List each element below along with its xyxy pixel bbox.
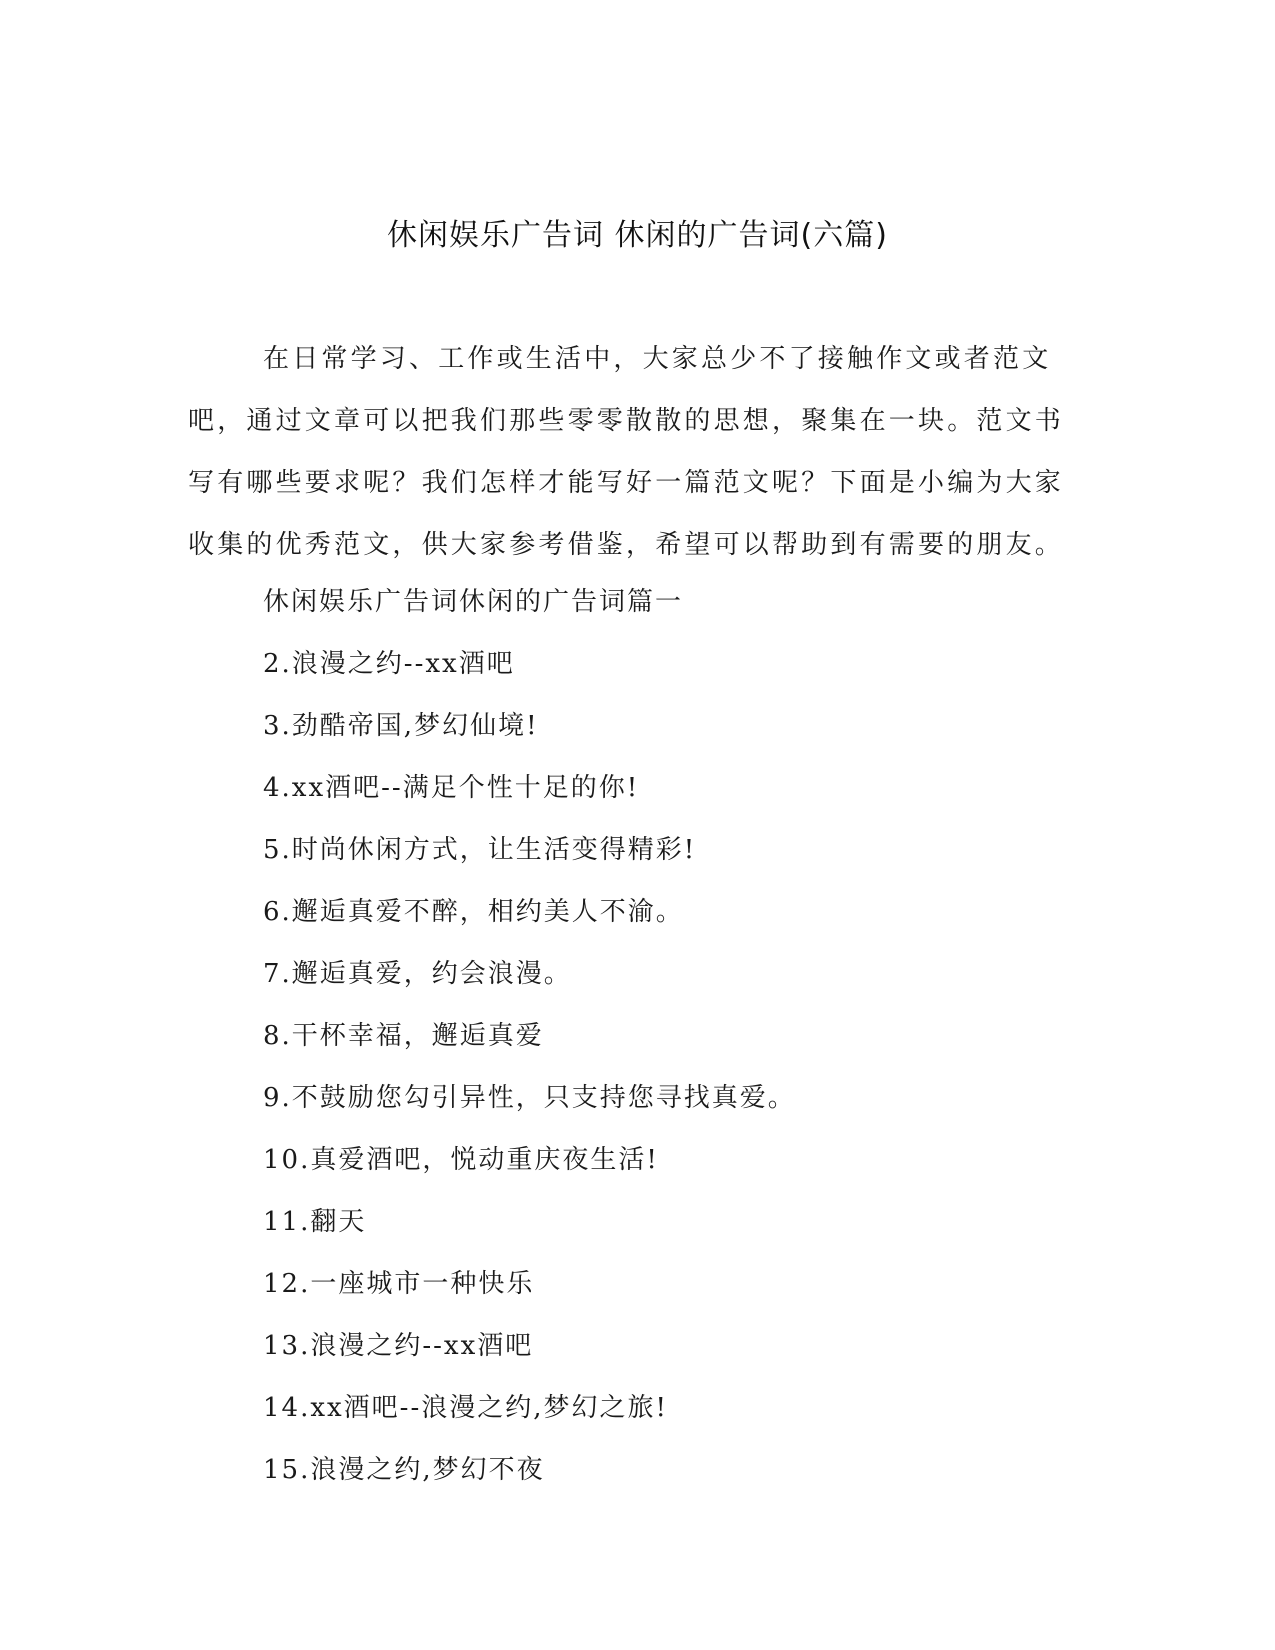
list-item: 14.xx酒吧--浪漫之约,梦幻之旅! <box>263 1393 668 1423</box>
list-item: 12.一座城市一种快乐 <box>263 1269 535 1299</box>
list-item: 3.劲酷帝国,梦幻仙境! <box>263 711 539 741</box>
list-item: 11.翻天 <box>263 1207 367 1237</box>
list-item: 4.xx酒吧--满足个性十足的你! <box>263 773 640 803</box>
list-item: 2.浪漫之约--xx酒吧 <box>263 649 515 679</box>
list-item: 13.浪漫之约--xx酒吧 <box>263 1331 534 1361</box>
section-heading: 休闲娱乐广告词休闲的广告词篇一 <box>263 587 684 617</box>
page-title: 休闲娱乐广告词 休闲的广告词(六篇) <box>387 218 888 253</box>
list-item: 9.不鼓励您勾引异性，只支持您寻找真爱。 <box>263 1083 796 1113</box>
list-item: 8.干杯幸福，邂逅真爱 <box>263 1021 544 1051</box>
list-item: 6.邂逅真爱不醉，相约美人不渝。 <box>263 897 684 927</box>
list-item: 5.时尚休闲方式，让生活变得精彩! <box>263 835 697 865</box>
list-item: 7.邂逅真爱，约会浪漫。 <box>263 959 572 989</box>
list-item: 15.浪漫之约,梦幻不夜 <box>263 1455 545 1485</box>
list-item: 10.真爱酒吧，悦动重庆夜生活! <box>263 1145 659 1175</box>
intro-paragraph: 在日常学习、工作或生活中，大家总少不了接触作文或者范文吧，通过文章可以把我们那些零零散散的思想，聚集在一块。范文书写有哪些要求呢？我们怎样才能写好一篇范文呢？下面是小编为大家收集的优秀范文，供大家参考借鉴，希望可以帮助到有需要的朋友。 <box>188 344 1065 560</box>
slogan-list <box>263 571 796 1501</box>
